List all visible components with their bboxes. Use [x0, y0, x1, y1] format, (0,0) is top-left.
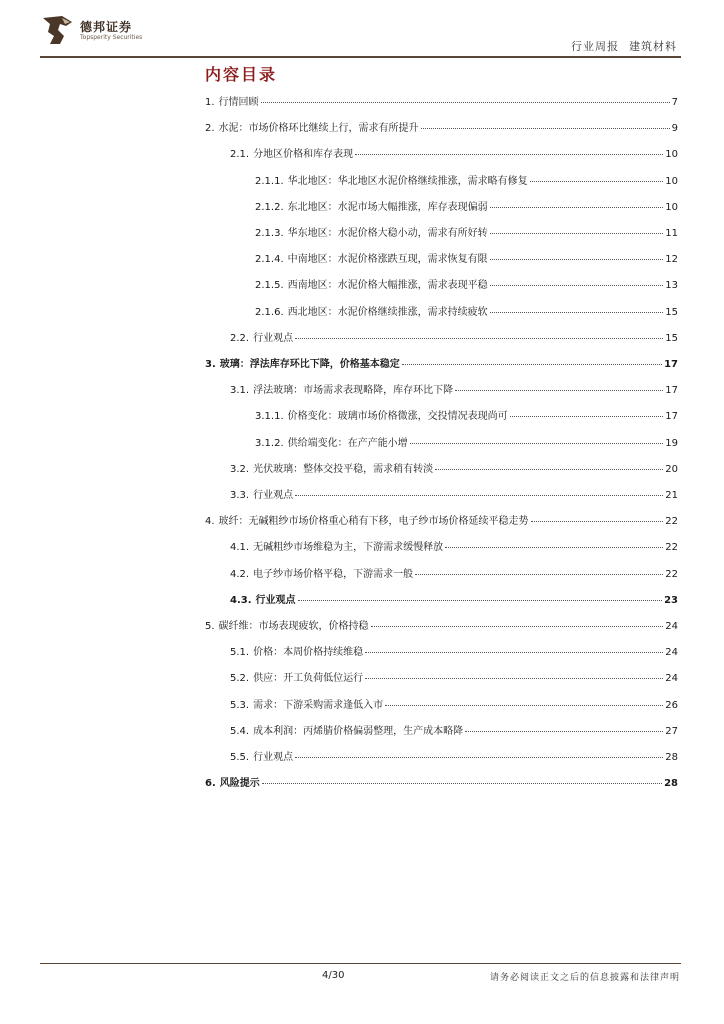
toc-entry-text: 价格变化：玻璃市场价格微涨，交投情况表现尚可 [287, 411, 508, 423]
toc-entry-page: 17 [664, 359, 678, 370]
report-category [571, 38, 677, 54]
toc-entry-number: 3.1.1. [255, 411, 284, 423]
toc-entry-text: 碳纤维：市场表现疲软，价格持稳 [218, 621, 369, 632]
toc-entry-number: 4.3. [230, 594, 252, 606]
toc-entry-text: 浮法玻璃：市场需求表现略降，库存环比下降 [253, 385, 454, 397]
toc-entry-page: 22 [665, 568, 678, 580]
toc-entry-text: 西北地区：水泥价格继续推涨，需求持续疲软 [287, 306, 488, 318]
toc-entry-text: 无碱粗纱市场维稳为主，下游需求缓慢释放 [253, 542, 444, 554]
toc-leader-dots [298, 600, 663, 601]
toc-entry-number: 3.1.2. [255, 437, 284, 449]
toc-entry-page: 15 [665, 332, 678, 344]
toc-entry[interactable] [255, 306, 678, 320]
toc-entry-page: 28 [665, 752, 678, 763]
toc-entry-text: 水泥：市场价格环比继续上行，需求有所提升 [218, 123, 419, 135]
toc-leader-dots [295, 757, 663, 758]
toc-entry[interactable] [230, 332, 678, 346]
company-logo [40, 14, 180, 46]
toc-entry-number: 2.1.5. [255, 280, 284, 292]
toc-entry-text: 行情回顾 [218, 97, 259, 108]
toc-entry-text: 行业观点 [253, 752, 294, 763]
toc-leader-dots [530, 181, 664, 182]
toc-entry[interactable] [230, 148, 678, 162]
toc-leader-dots [435, 469, 663, 470]
toc-entry[interactable] [230, 751, 678, 765]
toc-entry-page: 17 [665, 411, 678, 423]
toc-entry-page: 7 [671, 97, 678, 108]
toc-entry[interactable] [255, 279, 678, 293]
toc-leader-dots [531, 521, 664, 522]
toc-entry-page: 15 [665, 306, 678, 318]
toc-entry-page: 24 [665, 647, 678, 659]
toc-entry-text: 分地区价格和库存表现 [253, 149, 354, 161]
report-type: 行业周报 [571, 40, 619, 53]
footer-divider [40, 963, 681, 964]
toc-leader-dots [365, 652, 663, 653]
toc-title: 内容目录 [205, 65, 278, 84]
toc-entry-text: 需求：下游采购需求逢低入市 [253, 699, 384, 711]
toc-entry-page: 28 [664, 778, 678, 790]
toc-leader-dots [445, 547, 663, 548]
header-divider [40, 56, 681, 58]
toc-entry-text: 光伏玻璃：整体交投平稳，需求稍有转淡 [253, 463, 434, 475]
toc-leader-dots [465, 731, 663, 732]
toc-leader-dots [385, 705, 663, 706]
toc-entry-number: 3. [205, 359, 216, 370]
toc-leader-dots [490, 312, 664, 313]
toc-leader-dots [410, 443, 664, 444]
toc-entry-page: 19 [665, 437, 678, 449]
toc-entry-page: 10 [665, 175, 678, 187]
toc-entry-text: 成本利润：丙烯腈价格偏弱整理，生产成本略降 [253, 725, 464, 737]
toc-leader-dots [261, 102, 670, 103]
toc-leader-dots [262, 783, 662, 784]
toc-leader-dots [490, 207, 664, 208]
toc-entry[interactable] [230, 725, 678, 739]
toc-entry[interactable] [255, 175, 678, 189]
toc-entry-number: 5.2. [230, 673, 250, 685]
toc-entry[interactable] [230, 646, 678, 660]
toc-entry-text: 玻璃：浮法库存环比下降，价格基本稳定 [219, 359, 400, 370]
logo-english-name: Topsperity Securities [80, 34, 143, 41]
toc-entry[interactable] [205, 515, 678, 529]
toc-entry-page: 22 [665, 516, 678, 528]
toc-entry-text: 西南地区：水泥价格大幅推涨，需求表现平稳 [287, 280, 488, 292]
toc-entry-number: 3.2. [230, 463, 250, 475]
toc-entry-number: 5.4. [230, 725, 250, 737]
toc-entry-page: 27 [665, 725, 678, 737]
toc-entry[interactable] [230, 384, 678, 398]
toc-entry-text: 行业观点 [253, 332, 294, 344]
toc-entry-text: 风险提示 [219, 778, 260, 790]
toc-leader-dots [295, 495, 663, 496]
logo-mark-icon [40, 14, 76, 46]
toc-entry[interactable] [230, 594, 678, 608]
toc-entry-number: 6. [205, 778, 216, 790]
toc-entry-number: 5.3. [230, 699, 250, 711]
toc-entry[interactable] [205, 96, 678, 110]
sector-name: 建筑材料 [629, 40, 677, 53]
toc-entry-number: 2. [205, 123, 215, 135]
toc-entry[interactable] [230, 489, 678, 503]
toc-entry-text: 东北地区：水泥市场大幅推涨，库存表现偏弱 [287, 201, 488, 213]
disclaimer-note: 请务必阅读正文之后的信息披露和法律声明 [489, 973, 680, 983]
toc-entry[interactable] [230, 568, 678, 582]
toc-entry-text: 中南地区：水泥价格涨跌互现，需求恢复有限 [287, 254, 488, 266]
toc-leader-dots [371, 626, 664, 627]
toc-entry-number: 4.1. [230, 542, 250, 554]
toc-entry-text: 价格：本周价格持续维稳 [253, 647, 364, 659]
toc-entry-number: 3.1. [230, 385, 250, 397]
toc-entry-page: 21 [665, 490, 678, 501]
page-header [40, 14, 681, 56]
toc-leader-dots [490, 259, 664, 260]
toc-entry-number: 2.1.4. [255, 254, 284, 266]
toc-leader-dots [402, 364, 662, 365]
toc-entry[interactable] [205, 777, 678, 791]
toc-entry-text: 华北地区：华北地区水泥价格继续推涨，需求略有修复 [287, 175, 528, 187]
toc-entry-page: 22 [665, 542, 678, 554]
toc-entry-page: 10 [665, 201, 678, 213]
toc-entry-number: 2.1.6. [255, 306, 284, 318]
toc-entry[interactable] [255, 437, 678, 451]
toc-leader-dots [490, 285, 664, 286]
toc-leader-dots [355, 154, 663, 155]
toc-entry-page: 24 [665, 621, 678, 632]
toc-entry[interactable] [205, 358, 678, 372]
toc-entry-page: 12 [665, 254, 678, 266]
toc-entry-text: 行业观点 [255, 594, 296, 606]
toc-leader-dots [421, 128, 670, 129]
toc-leader-dots [415, 574, 663, 575]
toc-entry[interactable] [205, 620, 678, 634]
toc-entry-page: 9 [671, 123, 678, 135]
toc-entry[interactable] [230, 699, 678, 713]
page-number: 4/30 [322, 970, 345, 981]
toc-entry-text: 玻纤：无碱粗纱市场价格重心稍有下移，电子纱市场价格延续平稳走势 [218, 516, 529, 528]
toc-entry-text: 供应：开工负荷低位运行 [253, 673, 364, 685]
toc-entry[interactable] [230, 463, 678, 477]
toc-entry-text: 供给端变化：在产产能小增 [287, 437, 408, 449]
toc-leader-dots [295, 338, 663, 339]
toc-entry-page: 24 [665, 673, 678, 685]
toc-entry-number: 3.3. [230, 490, 250, 501]
toc-entry[interactable] [205, 122, 678, 136]
toc-entry-number: 2.1.2. [255, 201, 284, 213]
toc-entry-text: 电子纱市场价格平稳，下游需求一般 [253, 568, 414, 580]
toc-entry-number: 2.1. [230, 149, 250, 161]
toc-leader-dots [510, 416, 664, 417]
toc-entry-number: 5.1. [230, 647, 250, 659]
toc-entry-number: 2.1.3. [255, 228, 284, 239]
toc-entry-number: 2.1.1. [255, 175, 284, 187]
toc-entry[interactable] [255, 410, 678, 424]
toc-entry-number: 5. [205, 621, 215, 632]
toc-entry-page: 23 [664, 594, 678, 606]
logo-chinese-name: 德邦证券 [80, 20, 133, 34]
toc-entry[interactable] [230, 541, 678, 555]
toc-entry[interactable] [255, 201, 678, 215]
toc-leader-dots [365, 678, 663, 679]
toc-leader-dots [490, 233, 664, 234]
toc-entry-page: 20 [665, 463, 678, 475]
toc-leader-dots [455, 390, 663, 391]
toc-entry-page: 13 [665, 280, 678, 292]
toc-entry-number: 2.2. [230, 332, 250, 344]
toc-entry[interactable] [255, 253, 678, 267]
toc-entry-page: 26 [665, 699, 678, 711]
toc-entry-number: 1. [205, 97, 215, 108]
toc-entry-text: 华东地区：水泥价格大稳小动，需求有所好转 [287, 228, 488, 239]
toc-entry-page: 17 [665, 385, 678, 397]
toc-entry-number: 4. [205, 516, 215, 528]
toc-entry[interactable] [255, 227, 678, 241]
toc-entry-number: 5.5. [230, 752, 250, 763]
toc-entry-page: 11 [665, 228, 678, 239]
toc-entry-page: 10 [665, 149, 678, 161]
toc-entry-number: 4.2. [230, 568, 250, 580]
toc-entry-text: 行业观点 [253, 490, 294, 501]
toc-entry[interactable] [230, 672, 678, 686]
